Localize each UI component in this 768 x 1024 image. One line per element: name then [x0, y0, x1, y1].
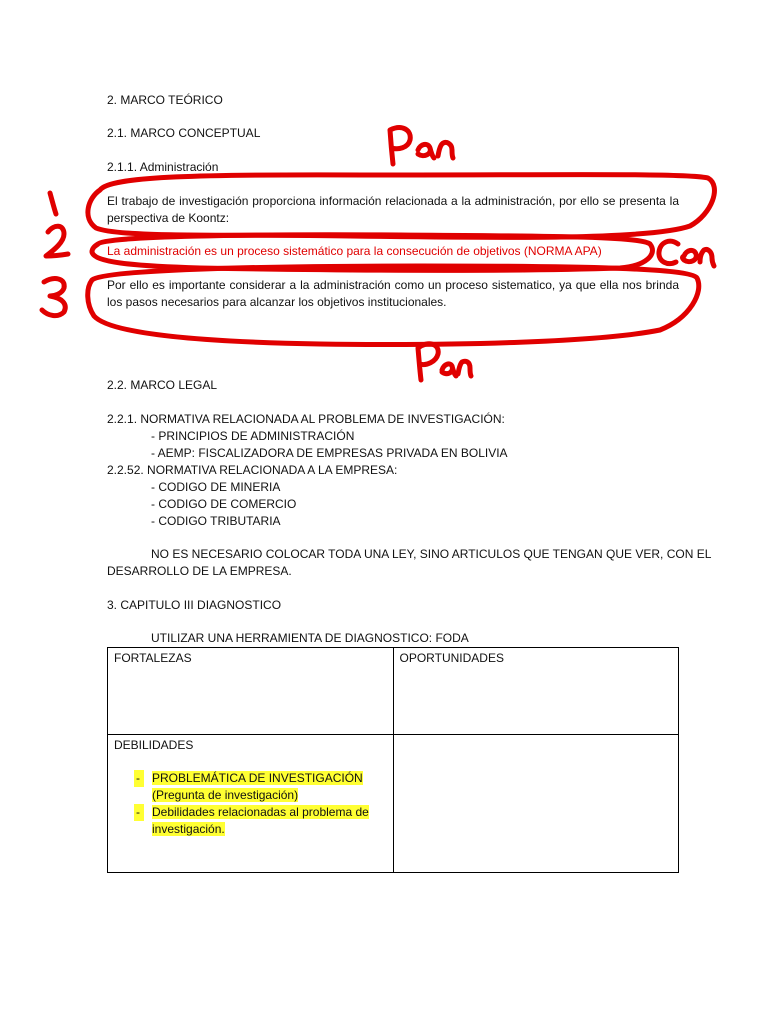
heading-normativa-problema: 2.2.1. NORMATIVA RELACIONADA AL PROBLEMA DE INVESTIGACIÓN:: [107, 412, 505, 426]
foda-cell-fortalezas: [108, 648, 394, 735]
debilidades-label: DEBILIDADES: [114, 738, 194, 752]
ink-number-1: [50, 193, 56, 214]
foda-row-bottom: [108, 735, 679, 873]
debilidades-list: [114, 770, 387, 838]
foda-cell-amenazas: [393, 735, 679, 873]
ink-number-3: [42, 279, 65, 316]
foda-cell-debilidades: [108, 735, 394, 873]
bullet-dash: -: [134, 804, 144, 821]
foda-table: [107, 647, 679, 873]
heading-normativa-empresa: 2.2.52. NORMATIVA RELACIONADA A LA EMPRESA:: [107, 463, 398, 477]
paragraph-definicion-apa: La administración es un proceso sistemático para la consecución de objetivos (NORMA APA): [107, 244, 602, 258]
heading-administracion: 2.1.1. Administración: [107, 160, 219, 174]
foda-cell-oportunidades: [393, 648, 679, 735]
ink-pan-top: [390, 128, 453, 164]
foda-intro: UTILIZAR UNA HERRAMIENTA DE DIAGNOSTICO: FODA: [151, 631, 469, 645]
heading-capitulo-3: 3. CAPITULO III DIAGNOSTICO: [107, 598, 282, 612]
ink-number-2: [46, 226, 68, 256]
list-item-mineria: - CODIGO DE MINERIA: [151, 480, 281, 494]
list-item: [114, 770, 387, 804]
list-item-comercio: - CODIGO DE COMERCIO: [151, 497, 297, 511]
list-item: [114, 804, 387, 838]
list-item-aemp: - AEMP: FISCALIZADORA DE EMPRESAS PRIVADA EN BOLIVIA: [151, 446, 508, 460]
fortalezas-label: FORTALEZAS: [114, 651, 192, 665]
oportunidades-label: OPORTUNIDADES: [399, 651, 504, 665]
paragraph-proceso-sistematico: Por ello es importante considerar a la administración como un proceso sistematico, ya que ella nos brinda los pasos necesarios para alcanzar los objetivos institucionales.: [107, 278, 679, 309]
note-line-1: NO ES NECESARIO COLOCAR TODA UNA LEY, SINO ARTICULOS QUE TENGAN QUE VER, CON EL: [151, 547, 712, 561]
note-line-2: DESARROLLO DE LA EMPRESA.: [107, 564, 292, 578]
list-item-principios: - PRINCIPIOS DE ADMINISTRACIÓN: [151, 429, 355, 443]
paragraph-koontz-intro: El trabajo de investigación proporciona información relacionada a la administración, por ello se presenta la perspectiva de Koontz:: [107, 194, 679, 225]
ink-pan-bottom: [418, 344, 471, 380]
debilidad-problematica: PROBLEMÁTICA DE INVESTIGACIÓN (Pregunta de investigación): [152, 771, 363, 802]
bullet-dash: -: [134, 770, 144, 787]
heading-marco-conceptual: 2.1. MARCO CONCEPTUAL: [107, 126, 261, 140]
foda-row-top: [108, 648, 679, 735]
list-item-tributaria: - CODIGO TRIBUTARIA: [151, 514, 281, 528]
heading-marco-legal: 2.2. MARCO LEGAL: [107, 378, 218, 392]
debilidad-relacionada: Debilidades relacionadas al problema de investigación.: [152, 805, 369, 836]
heading-marco-teorico: 2. MARCO TEÓRICO: [107, 93, 223, 107]
